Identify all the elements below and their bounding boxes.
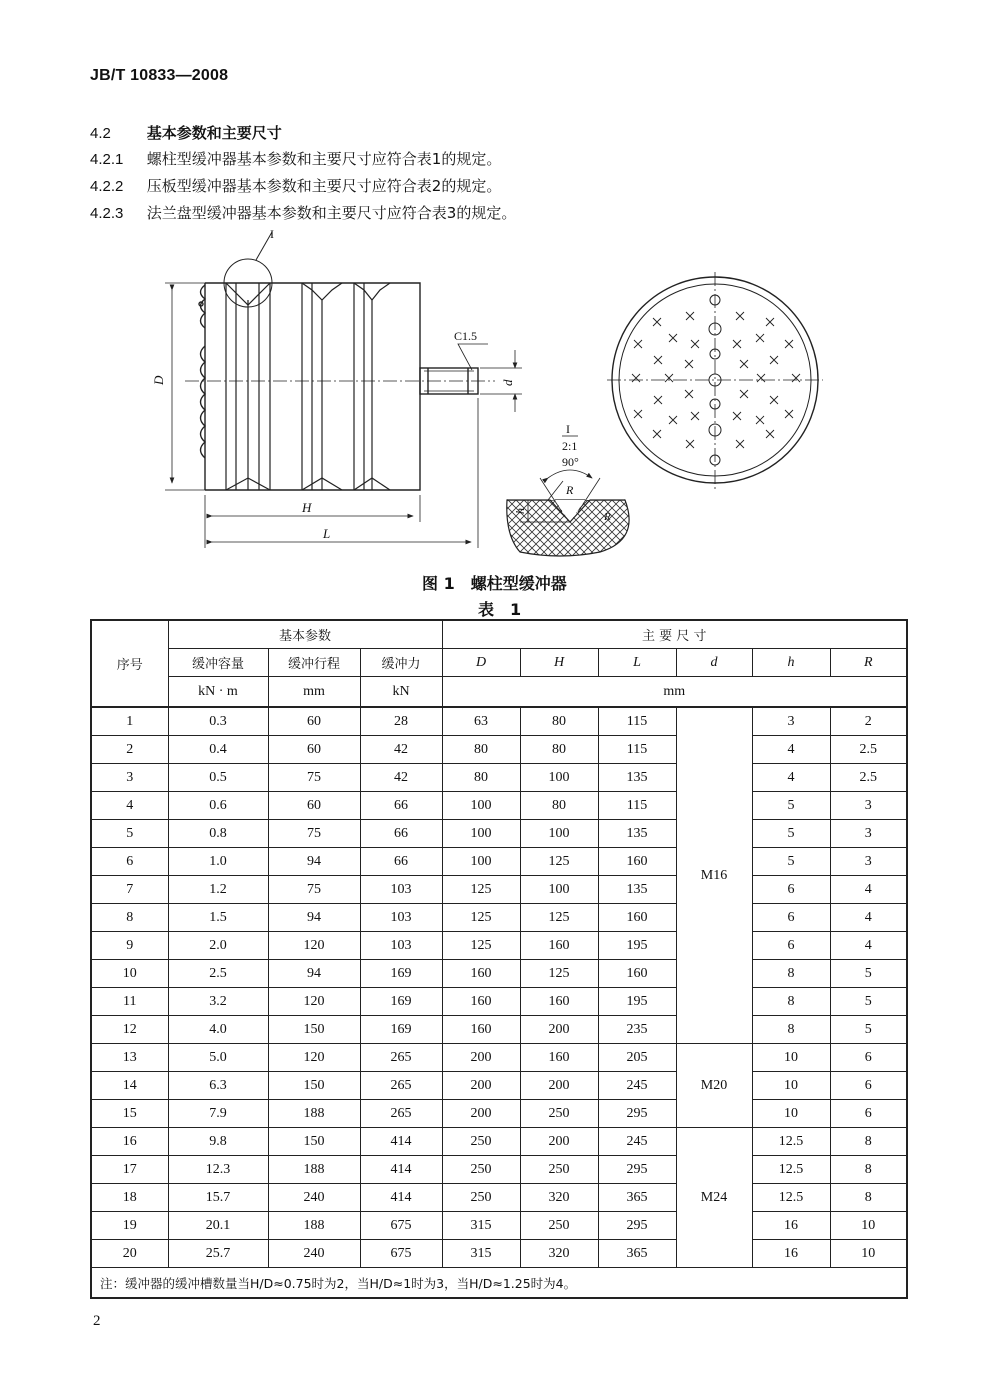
cell-capacity: 3.2 bbox=[168, 988, 268, 1016]
cell-D: 250 bbox=[442, 1128, 520, 1156]
cell-capacity: 9.8 bbox=[168, 1128, 268, 1156]
cell-L: 295 bbox=[598, 1100, 676, 1128]
cell-R: 10 bbox=[830, 1212, 907, 1240]
page-number: 2 bbox=[93, 1313, 101, 1329]
cell-seq: 12 bbox=[91, 1016, 168, 1044]
table-row bbox=[91, 820, 907, 848]
cell-stroke: 150 bbox=[268, 1128, 360, 1156]
table-row bbox=[91, 1212, 907, 1240]
cell-seq: 10 bbox=[91, 960, 168, 988]
cell-h: 8 bbox=[752, 988, 830, 1016]
cell-H: 200 bbox=[520, 1128, 598, 1156]
cell-stroke: 60 bbox=[268, 707, 360, 736]
cell-force: 414 bbox=[360, 1128, 442, 1156]
header-force: 缓冲力 bbox=[360, 649, 442, 677]
detail-R-label: R bbox=[566, 483, 574, 497]
header-d: d bbox=[676, 649, 752, 677]
cell-stroke: 240 bbox=[268, 1184, 360, 1212]
cell-force: 66 bbox=[360, 792, 442, 820]
cell-R: 2 bbox=[830, 707, 907, 736]
cell-L: 295 bbox=[598, 1212, 676, 1240]
cell-seq: 18 bbox=[91, 1184, 168, 1212]
cell-seq: 8 bbox=[91, 904, 168, 932]
cell-capacity: 1.5 bbox=[168, 904, 268, 932]
cell-h: 12.5 bbox=[752, 1128, 830, 1156]
cell-H: 125 bbox=[520, 848, 598, 876]
cell-capacity: 6.3 bbox=[168, 1072, 268, 1100]
cell-D: 200 bbox=[442, 1072, 520, 1100]
cell-D: 250 bbox=[442, 1184, 520, 1212]
cell-L: 295 bbox=[598, 1156, 676, 1184]
cell-L: 365 bbox=[598, 1240, 676, 1268]
dim-H-label: H bbox=[302, 500, 312, 515]
unit-dimensions: mm bbox=[442, 677, 907, 708]
cell-D: 125 bbox=[442, 904, 520, 932]
cell-H: 200 bbox=[520, 1016, 598, 1044]
table-row bbox=[91, 932, 907, 960]
header-D: D bbox=[442, 649, 520, 677]
cell-force: 42 bbox=[360, 764, 442, 792]
cell-seq: 1 bbox=[91, 707, 168, 736]
cell-seq: 5 bbox=[91, 820, 168, 848]
section-number: 4.2 bbox=[90, 125, 111, 142]
cell-force: 675 bbox=[360, 1240, 442, 1268]
cell-H: 320 bbox=[520, 1240, 598, 1268]
cell-force: 414 bbox=[360, 1156, 442, 1184]
cell-d: M20 bbox=[676, 1044, 752, 1128]
cell-seq: 11 bbox=[91, 988, 168, 1016]
table-row bbox=[91, 1128, 907, 1156]
cell-R: 3 bbox=[830, 792, 907, 820]
figure-1-drawing bbox=[0, 0, 1000, 580]
header-capacity: 缓冲容量 bbox=[168, 649, 268, 677]
cell-H: 80 bbox=[520, 736, 598, 764]
cell-capacity: 12.3 bbox=[168, 1156, 268, 1184]
table-row bbox=[91, 988, 907, 1016]
cell-h: 10 bbox=[752, 1044, 830, 1072]
cell-D: 315 bbox=[442, 1212, 520, 1240]
cell-D: 100 bbox=[442, 848, 520, 876]
section-title: 基本参数和主要尺寸 bbox=[146, 124, 282, 142]
cell-H: 250 bbox=[520, 1100, 598, 1128]
cell-D: 250 bbox=[442, 1156, 520, 1184]
cell-H: 160 bbox=[520, 1044, 598, 1072]
cell-D: 100 bbox=[442, 792, 520, 820]
cell-R: 8 bbox=[830, 1156, 907, 1184]
cell-D: 160 bbox=[442, 988, 520, 1016]
table-row bbox=[91, 1044, 907, 1072]
cell-h: 6 bbox=[752, 904, 830, 932]
table-body bbox=[91, 707, 907, 1268]
cell-capacity: 2.0 bbox=[168, 932, 268, 960]
cell-L: 115 bbox=[598, 792, 676, 820]
cell-L: 160 bbox=[598, 848, 676, 876]
clause-text: 螺柱型缓冲器基本参数和主要尺寸应符合表1的规定。 bbox=[146, 150, 502, 168]
cell-D: 125 bbox=[442, 932, 520, 960]
header-h: h bbox=[752, 649, 830, 677]
table-row bbox=[91, 1100, 907, 1128]
cell-L: 115 bbox=[598, 707, 676, 736]
cell-capacity: 25.7 bbox=[168, 1240, 268, 1268]
spec-table bbox=[90, 619, 908, 1299]
table-row bbox=[91, 1072, 907, 1100]
cell-h: 10 bbox=[752, 1100, 830, 1128]
cell-L: 115 bbox=[598, 736, 676, 764]
detail-angle: 90° bbox=[562, 455, 579, 469]
cell-R: 6 bbox=[830, 1044, 907, 1072]
cell-H: 80 bbox=[520, 707, 598, 736]
cell-force: 169 bbox=[360, 1016, 442, 1044]
header-main: 主 要 尺 寸 bbox=[442, 620, 907, 649]
cell-capacity: 1.0 bbox=[168, 848, 268, 876]
cell-H: 100 bbox=[520, 876, 598, 904]
cell-seq: 17 bbox=[91, 1156, 168, 1184]
cell-stroke: 120 bbox=[268, 1044, 360, 1072]
cell-stroke: 120 bbox=[268, 932, 360, 960]
table-row bbox=[91, 764, 907, 792]
cell-R: 6 bbox=[830, 1100, 907, 1128]
cell-capacity: 0.5 bbox=[168, 764, 268, 792]
cell-L: 235 bbox=[598, 1016, 676, 1044]
table-row bbox=[91, 707, 907, 736]
cell-R: 4 bbox=[830, 876, 907, 904]
detail-R2-label: R bbox=[604, 511, 611, 523]
cell-seq: 15 bbox=[91, 1100, 168, 1128]
dim-d-label: d bbox=[500, 379, 515, 386]
cell-stroke: 150 bbox=[268, 1072, 360, 1100]
clause-number: 4.2.2 bbox=[90, 178, 124, 195]
cell-stroke: 60 bbox=[268, 736, 360, 764]
cell-force: 103 bbox=[360, 876, 442, 904]
table-header-row-3 bbox=[91, 677, 907, 708]
cell-capacity: 0.4 bbox=[168, 736, 268, 764]
cell-d: M16 bbox=[676, 707, 752, 1044]
cell-force: 28 bbox=[360, 707, 442, 736]
clause-text: 压板型缓冲器基本参数和主要尺寸应符合表2的规定。 bbox=[146, 177, 502, 195]
cell-seq: 7 bbox=[91, 876, 168, 904]
cell-h: 6 bbox=[752, 932, 830, 960]
document-code: JB/T 10833—2008 bbox=[90, 67, 229, 84]
table-row bbox=[91, 848, 907, 876]
cell-H: 125 bbox=[520, 904, 598, 932]
cell-R: 3 bbox=[830, 820, 907, 848]
cell-h: 6 bbox=[752, 876, 830, 904]
header-H: H bbox=[520, 649, 598, 677]
cell-R: 5 bbox=[830, 960, 907, 988]
cell-D: 80 bbox=[442, 736, 520, 764]
cell-stroke: 240 bbox=[268, 1240, 360, 1268]
cell-L: 135 bbox=[598, 764, 676, 792]
table-row bbox=[91, 960, 907, 988]
cell-R: 5 bbox=[830, 1016, 907, 1044]
cell-h: 8 bbox=[752, 1016, 830, 1044]
cell-H: 320 bbox=[520, 1184, 598, 1212]
cell-L: 160 bbox=[598, 960, 676, 988]
cell-D: 315 bbox=[442, 1240, 520, 1268]
cell-h: 10 bbox=[752, 1072, 830, 1100]
cell-R: 8 bbox=[830, 1184, 907, 1212]
cell-h: 8 bbox=[752, 960, 830, 988]
cell-H: 80 bbox=[520, 792, 598, 820]
clause-number: 4.2.3 bbox=[90, 205, 124, 222]
figure-caption: 图 1 螺柱型缓冲器 bbox=[422, 574, 567, 593]
cell-seq: 13 bbox=[91, 1044, 168, 1072]
cell-h: 16 bbox=[752, 1240, 830, 1268]
cell-R: 10 bbox=[830, 1240, 907, 1268]
cell-R: 2.5 bbox=[830, 736, 907, 764]
cell-R: 2.5 bbox=[830, 764, 907, 792]
cell-seq: 4 bbox=[91, 792, 168, 820]
table-row bbox=[91, 904, 907, 932]
unit-stroke: mm bbox=[268, 677, 360, 708]
cell-seq: 20 bbox=[91, 1240, 168, 1268]
cell-h: 3 bbox=[752, 707, 830, 736]
cell-D: 80 bbox=[442, 764, 520, 792]
table-caption: 表 1 bbox=[478, 600, 522, 619]
cell-stroke: 188 bbox=[268, 1100, 360, 1128]
cell-h: 12.5 bbox=[752, 1156, 830, 1184]
cell-H: 100 bbox=[520, 820, 598, 848]
unit-capacity: kN · m bbox=[168, 677, 268, 708]
clause-text: 法兰盘型缓冲器基本参数和主要尺寸应符合表3的规定。 bbox=[146, 204, 517, 222]
cell-capacity: 7.9 bbox=[168, 1100, 268, 1128]
cell-H: 160 bbox=[520, 932, 598, 960]
cell-H: 100 bbox=[520, 764, 598, 792]
cell-R: 6 bbox=[830, 1072, 907, 1100]
cell-stroke: 94 bbox=[268, 848, 360, 876]
cell-h: 16 bbox=[752, 1212, 830, 1240]
cell-seq: 14 bbox=[91, 1072, 168, 1100]
cell-R: 5 bbox=[830, 988, 907, 1016]
cell-L: 245 bbox=[598, 1072, 676, 1100]
cell-force: 169 bbox=[360, 988, 442, 1016]
cell-force: 675 bbox=[360, 1212, 442, 1240]
cell-capacity: 0.3 bbox=[168, 707, 268, 736]
table-note: 注：缓冲器的缓冲槽数量当H/D≈0.75时为2，当H/D≈1时为3，当H/D≈1.25时为4。 bbox=[91, 1268, 907, 1299]
cell-stroke: 94 bbox=[268, 960, 360, 988]
cell-D: 100 bbox=[442, 820, 520, 848]
cell-h: 12.5 bbox=[752, 1184, 830, 1212]
cell-seq: 16 bbox=[91, 1128, 168, 1156]
detail-h-label: h bbox=[513, 508, 527, 514]
cell-L: 195 bbox=[598, 988, 676, 1016]
cell-stroke: 188 bbox=[268, 1156, 360, 1184]
header-stroke: 缓冲行程 bbox=[268, 649, 360, 677]
cell-force: 265 bbox=[360, 1044, 442, 1072]
cell-H: 160 bbox=[520, 988, 598, 1016]
cell-capacity: 0.8 bbox=[168, 820, 268, 848]
side-view bbox=[199, 232, 478, 490]
cell-stroke: 75 bbox=[268, 820, 360, 848]
cell-seq: 19 bbox=[91, 1212, 168, 1240]
cell-stroke: 120 bbox=[268, 988, 360, 1016]
cell-seq: 3 bbox=[91, 764, 168, 792]
dim-L-label: L bbox=[323, 526, 331, 541]
cell-L: 135 bbox=[598, 820, 676, 848]
cell-D: 63 bbox=[442, 707, 520, 736]
table-row bbox=[91, 1184, 907, 1212]
cell-force: 103 bbox=[360, 932, 442, 960]
cell-seq: 2 bbox=[91, 736, 168, 764]
cell-stroke: 94 bbox=[268, 904, 360, 932]
cell-H: 125 bbox=[520, 960, 598, 988]
detail-scale: 2:1 bbox=[562, 439, 578, 453]
cell-H: 250 bbox=[520, 1212, 598, 1240]
table-row bbox=[91, 736, 907, 764]
cell-force: 414 bbox=[360, 1184, 442, 1212]
cell-R: 4 bbox=[830, 904, 907, 932]
unit-force: kN bbox=[360, 677, 442, 708]
cell-capacity: 5.0 bbox=[168, 1044, 268, 1072]
cell-D: 125 bbox=[442, 876, 520, 904]
cell-seq: 6 bbox=[91, 848, 168, 876]
cell-capacity: 1.2 bbox=[168, 876, 268, 904]
cell-stroke: 60 bbox=[268, 792, 360, 820]
detail-title: I bbox=[566, 422, 570, 436]
clause-number: 4.2.1 bbox=[90, 151, 124, 168]
detail-view bbox=[507, 422, 629, 556]
cell-R: 8 bbox=[830, 1128, 907, 1156]
cell-stroke: 75 bbox=[268, 764, 360, 792]
dim-D-label: D bbox=[151, 375, 166, 385]
cell-h: 5 bbox=[752, 820, 830, 848]
cell-H: 250 bbox=[520, 1156, 598, 1184]
cell-capacity: 4.0 bbox=[168, 1016, 268, 1044]
cell-h: 4 bbox=[752, 736, 830, 764]
cell-D: 200 bbox=[442, 1044, 520, 1072]
cell-L: 365 bbox=[598, 1184, 676, 1212]
cell-L: 135 bbox=[598, 876, 676, 904]
cell-L: 205 bbox=[598, 1044, 676, 1072]
table-row bbox=[91, 792, 907, 820]
cell-force: 42 bbox=[360, 736, 442, 764]
cell-stroke: 188 bbox=[268, 1212, 360, 1240]
cell-L: 160 bbox=[598, 904, 676, 932]
header-seq: 序号 bbox=[91, 620, 168, 707]
cell-L: 195 bbox=[598, 932, 676, 960]
cell-stroke: 75 bbox=[268, 876, 360, 904]
cell-L: 245 bbox=[598, 1128, 676, 1156]
header-R: R bbox=[830, 649, 907, 677]
cell-force: 103 bbox=[360, 904, 442, 932]
cell-D: 160 bbox=[442, 1016, 520, 1044]
cell-H: 200 bbox=[520, 1072, 598, 1100]
cell-D: 200 bbox=[442, 1100, 520, 1128]
cell-R: 3 bbox=[830, 848, 907, 876]
table-row bbox=[91, 1240, 907, 1268]
table-row bbox=[91, 1016, 907, 1044]
cell-capacity: 15.7 bbox=[168, 1184, 268, 1212]
end-view bbox=[607, 272, 823, 490]
header-basic: 基本参数 bbox=[168, 620, 442, 649]
cell-D: 160 bbox=[442, 960, 520, 988]
cell-h: 5 bbox=[752, 848, 830, 876]
cell-force: 66 bbox=[360, 848, 442, 876]
cell-seq: 9 bbox=[91, 932, 168, 960]
cell-d: M24 bbox=[676, 1128, 752, 1268]
chamfer-label: C1.5 bbox=[454, 329, 478, 343]
table-header-row-2 bbox=[91, 649, 907, 677]
cell-h: 5 bbox=[752, 792, 830, 820]
detail-ref-label: I bbox=[270, 227, 274, 241]
header-L: L bbox=[598, 649, 676, 677]
table-row bbox=[91, 876, 907, 904]
table-header-row-1 bbox=[91, 620, 907, 649]
cell-capacity: 2.5 bbox=[168, 960, 268, 988]
cell-capacity: 20.1 bbox=[168, 1212, 268, 1240]
table-row bbox=[91, 1156, 907, 1184]
cell-force: 169 bbox=[360, 960, 442, 988]
cell-force: 265 bbox=[360, 1072, 442, 1100]
cell-force: 265 bbox=[360, 1100, 442, 1128]
cell-force: 66 bbox=[360, 820, 442, 848]
cell-capacity: 0.6 bbox=[168, 792, 268, 820]
table-note-row bbox=[91, 1268, 907, 1299]
cell-h: 4 bbox=[752, 764, 830, 792]
cell-stroke: 150 bbox=[268, 1016, 360, 1044]
cell-R: 4 bbox=[830, 932, 907, 960]
